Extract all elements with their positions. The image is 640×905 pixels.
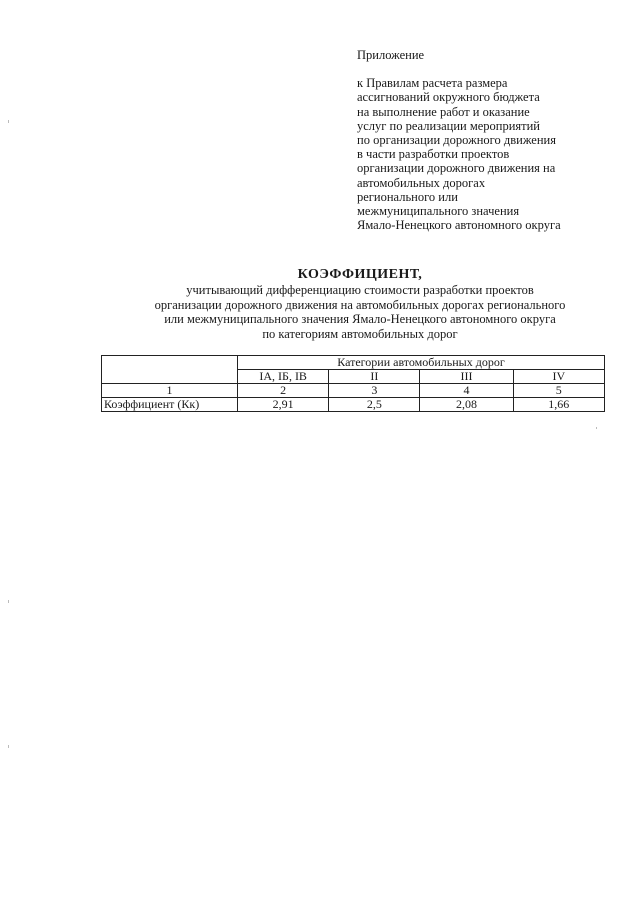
table-number-row [102,384,605,398]
appendix-line: межмуниципального значения [357,204,520,219]
column-number-cell: 2 [238,384,329,398]
subtitle-line: организации дорожного движения на автомобильных дорогах регионального [154,297,566,312]
appendix-line: регионального или [357,189,458,204]
column-number-cell: 3 [329,384,420,398]
coefficient-value-cell: 2,08 [420,398,513,412]
scan-speck [8,600,9,603]
appendix-line: услуг по реализации мероприятий [357,118,540,133]
coefficient-value-cell: 2,5 [329,398,420,412]
table-row [102,398,605,412]
column-number-cell: 4 [420,384,513,398]
coefficient-value-cell: 1,66 [513,398,604,412]
document-subtitle [60,283,640,341]
column-number-cell: 5 [513,384,604,398]
scan-speck [8,745,9,748]
title-block [60,266,640,341]
appendix-line: организации дорожного движения на [357,161,556,176]
subtitle-line: по категориям автомобильных дорог [262,326,458,341]
subtitle-line: учитывающий дифференциацию стоимости разработки проектов [186,283,534,297]
appendix-line: к Правилам расчета размера [357,76,508,91]
category-header-cell: II [329,370,420,384]
table-header-row [102,356,605,370]
category-header-cell: IV [513,370,604,384]
category-header-cell: III [420,370,513,384]
appendix-heading: Приложение [357,48,425,62]
scan-speck [8,120,9,123]
column-number-cell: 1 [102,384,238,398]
category-group-header: Категории автомобильных дорог [238,356,605,370]
table-corner-cell [102,356,238,384]
appendix-line: ассигнований окружного бюджета [357,90,540,105]
scan-speck [596,427,597,429]
coefficient-value-cell: 2,91 [238,398,329,412]
appendix-line: Ямало-Ненецкого автономного округа [357,218,561,233]
subtitle-line: или межмуниципального значения Ямало-Ненецкого автономного округа [164,312,556,326]
appendix-line: в части разработки проектов [357,147,510,162]
coefficient-row-label: Коэффициент (Кк) [102,398,238,412]
document-title: КОЭФФИЦИЕНТ, [297,267,423,282]
coefficient-table [101,355,605,412]
appendix-line: на выполнение работ и оказание [357,104,530,119]
category-header-cell: IA, IБ, IB [238,370,329,384]
appendix-block [357,48,627,232]
appendix-line: автомобильных дорогах [357,175,486,190]
appendix-line: по организации дорожного движения [357,133,556,148]
